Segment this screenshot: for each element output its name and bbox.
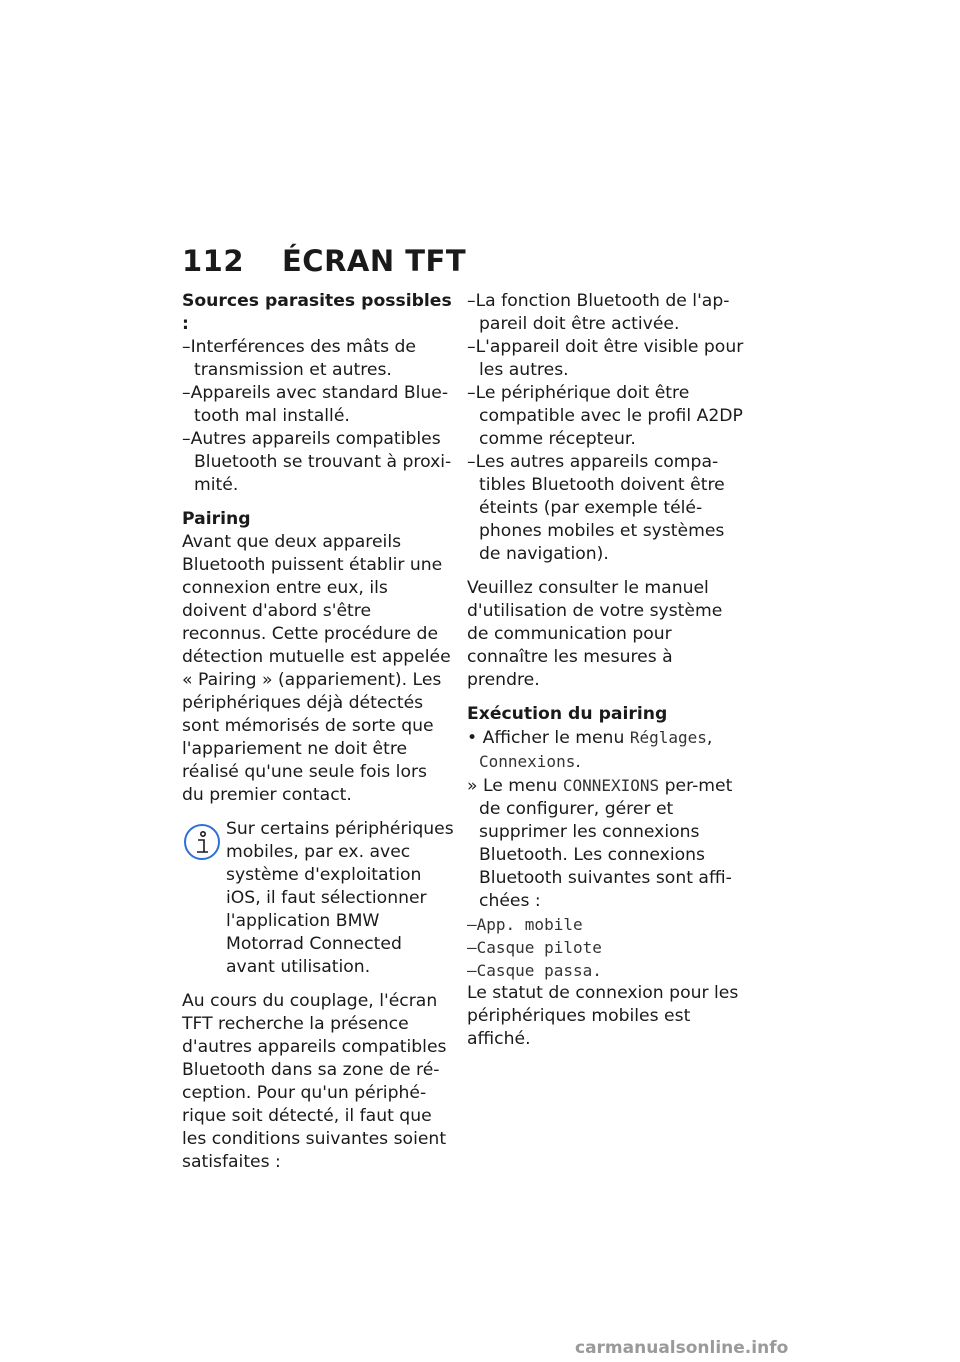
- exec-heading: Exécution du pairing: [467, 704, 668, 724]
- info-note: [182, 818, 454, 979]
- sources-item: –Interférences des mâts de transmission et autres.: [182, 337, 416, 380]
- pairing-heading: Pairing: [182, 509, 251, 529]
- sources-item: –Appareils avec standard Blue-tooth mal installé.: [182, 383, 449, 426]
- condition-item: –L'appareil doit être visible pour les autres.: [467, 337, 744, 380]
- info-text: Sur certains périphériques mobiles, par ex. avec système d'exploitation iOS, il faut sélectionner l'application BMW Motorrad Connected avant utilisation.: [226, 819, 454, 977]
- menu-connexions-upper: CONNEXIONS: [562, 776, 660, 795]
- step-2: » Le menu CONNEXIONS per-met de configurer, gérer et supprimer les connexions Bluetooth. Les connexions Bluetooth suivantes sont affi-chées :: [467, 776, 733, 911]
- manual-text: Veuillez consulter le manuel d'utilisation de votre système de communication pour connaître les mesures à prendre.: [467, 578, 723, 690]
- condition-item: –La fonction Bluetooth de l'ap-pareil doit être activée.: [467, 291, 730, 334]
- sources-item: –Autres appareils compatibles Bluetooth se trouvant à proxi-mité.: [182, 429, 452, 495]
- page-title: ÉCRAN TFT: [282, 244, 467, 278]
- page-header: [182, 244, 466, 284]
- footer-url: carmanualsonline.info: [575, 1338, 789, 1358]
- info-icon: [182, 822, 222, 862]
- page-number: 112: [182, 244, 245, 278]
- left-column: [182, 290, 454, 1174]
- coupling-text: Au cours du couplage, l'écran TFT recherche la présence d'autres appareils compatibles Bluetooth dans sa zone de ré-ception. Pour qu'un périphé-rique soit détecté, il faut que les conditions suivantes soient satisfaites :: [182, 991, 447, 1172]
- menu-connexions: Connexions: [479, 752, 576, 771]
- menu-reglages: Réglages: [629, 728, 707, 747]
- connection-item: –Casque pilote: [467, 938, 602, 957]
- pairing-text: Avant que deux appareils Bluetooth puissent établir une connexion entre eux, ils doivent d'abord s'être reconnus. Cette procédure de détection mutuelle est appelée « Pairing » (appariement). Les périphériques déjà détectés sont mémorisés de sorte que l'appariement ne doit être réalisé qu'une seule fois lors du premier contact.: [182, 532, 451, 805]
- sources-heading: Sources parasites possibles :: [182, 291, 452, 334]
- connection-item: –Casque passa.: [467, 961, 602, 980]
- right-column: [467, 290, 747, 1051]
- connection-item: –App. mobile: [467, 915, 583, 934]
- condition-item: –Les autres appareils compa-tibles Bluetooth doivent être éteints (par exemple télé-phones mobiles et systèmes de navigation).: [467, 452, 725, 564]
- step-1: • Afficher le menu Réglages, Connexions.: [467, 728, 713, 772]
- condition-item: –Le périphérique doit être compatible avec le profil A2DP comme récepteur.: [467, 383, 743, 449]
- status-text: Le statut de connexion pour les périphériques mobiles est affiché.: [467, 983, 739, 1049]
